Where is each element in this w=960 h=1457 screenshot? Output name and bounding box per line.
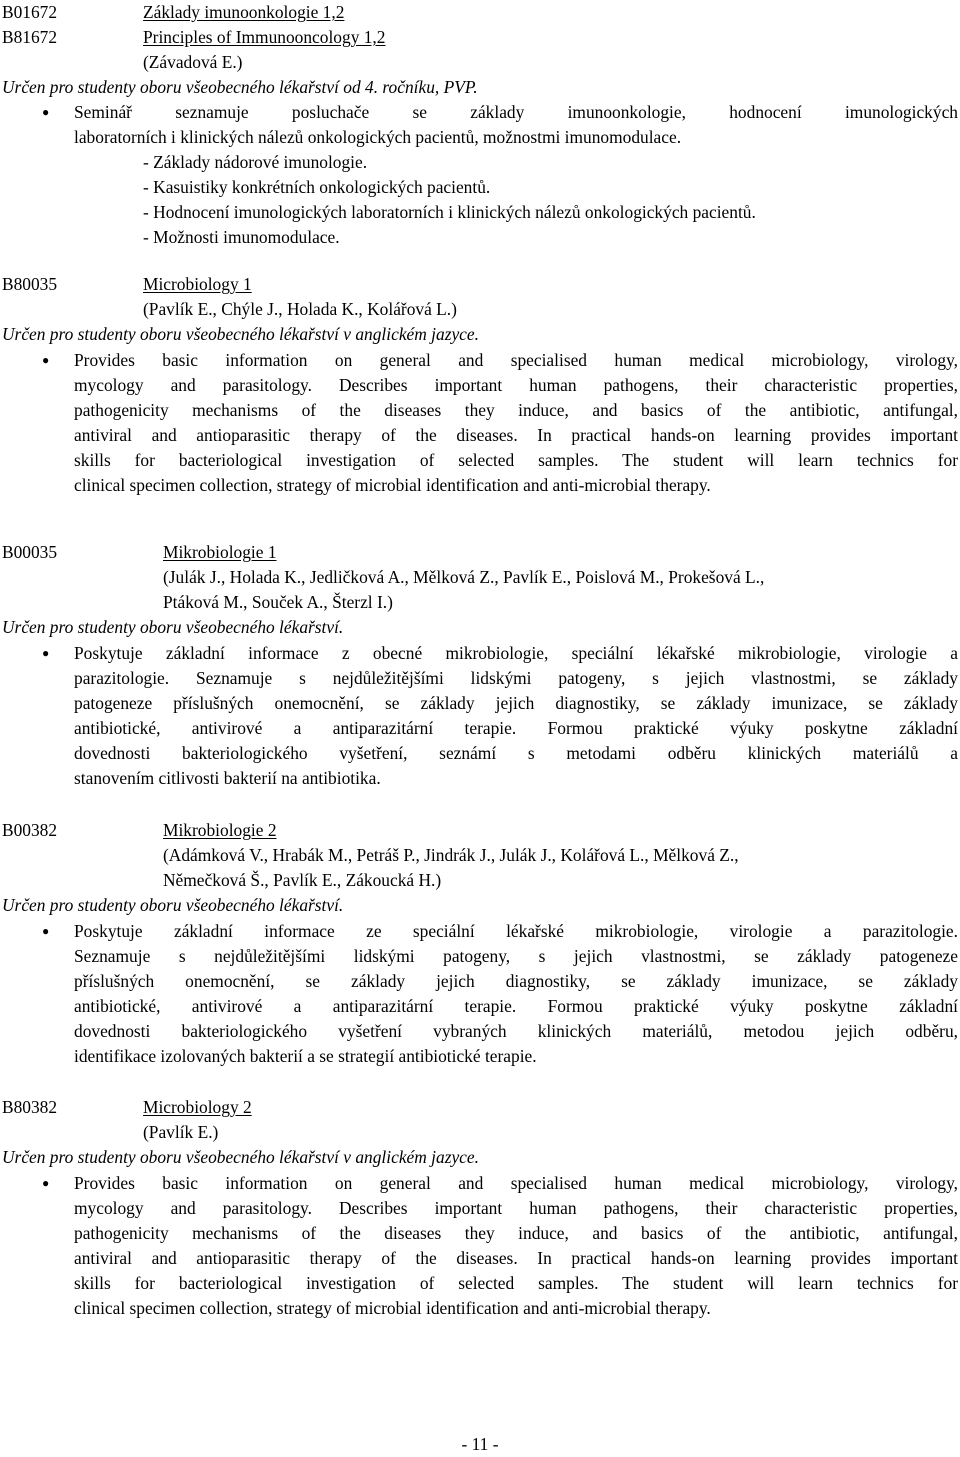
topic-item: - Možnosti imunomodulace.: [143, 227, 340, 247]
course-title: Principles of Immunooncology 1,2: [143, 27, 386, 47]
description-line: identifikace izolovaných bakterií a se strategií antibiotické terapie.: [74, 1046, 537, 1066]
course-title: Mikrobiologie 1: [163, 542, 277, 562]
course-code: B00035: [2, 542, 58, 562]
course-authors: (Julák J., Holada K., Jedličková A., Mělková Z., Pavlík E., Poislová M., Prokešová L.,: [163, 567, 765, 587]
description-line: antiviral and antioparasitic therapy of the diseases. In practical hands-on learning provides important: [74, 425, 958, 445]
description-line: laboratorních i klinických nálezů onkologických pacientů, možnostmi imunomodulace.: [74, 127, 682, 147]
course-audience: Určen pro studenty oboru všeobecného lékařství v anglickém jazyce.: [2, 1147, 479, 1167]
bullet-icon: ●: [42, 646, 50, 660]
description-line: antibiotické, antivirové a antiparazitární terapie. Formou praktické výuky poskytne základní: [74, 996, 958, 1016]
course-authors: (Pavlík E., Chýle J., Holada K., Kolářová L.): [143, 299, 457, 319]
topic-item: - Kasuistiky konkrétních onkologických pacientů.: [143, 177, 491, 197]
page-number: - 11 -: [461, 1434, 499, 1454]
description-line: antiviral and antioparasitic therapy of the diseases. In practical hands-on learning provides important: [74, 1248, 958, 1268]
course-authors: Němečková Š., Pavlík E., Zákoucká H.): [163, 870, 442, 890]
course-title: Základy imunoonkologie 1,2: [143, 2, 345, 22]
course-title-group: [143, 272, 457, 322]
description-line: Poskytuje základní informace z obecné mikrobiologie, speciální lékařské mikrobiologie, virologie a: [74, 643, 958, 663]
course-description: [74, 641, 958, 791]
bullet-icon: ●: [42, 924, 50, 938]
course-authors: Ptáková M., Souček A., Šterzl I.): [163, 592, 393, 612]
bullet-icon: ●: [42, 1176, 50, 1190]
description-line: stanovením citlivosti bakterií na antibiotika.: [74, 768, 381, 788]
description-line: Seminář seznamuje posluchače se základy imunoonkologie, hodnocení imunologických: [74, 102, 958, 122]
course-description: [74, 348, 958, 498]
course-audience: Určen pro studenty oboru všeobecného lékařství.: [2, 617, 344, 637]
course-description: [74, 919, 958, 1069]
description-line: skills for bacteriological investigation of selected samples. The student will learn technics for: [74, 450, 958, 470]
course-authors: (Adámková V., Hrabák M., Petráš P., Jindrák J., Julák J., Kolářová L., Mělková Z.,: [163, 845, 739, 865]
description-line: dovednosti bakteriologického vyšetření vybraných klinických materiálů, metodou jejich odběru,: [74, 1021, 958, 1041]
course-audience: Určen pro studenty oboru všeobecného lékařství.: [2, 895, 344, 915]
description-line: Provides basic information on general and specialised human medical microbiology, virology,: [74, 1173, 958, 1193]
course-code: B01672: [2, 2, 58, 22]
description-line: parazitologie. Seznamuje s nejdůležitějšími lidskými patogeny, s jejich vlastnostmi, se základy: [74, 668, 958, 688]
course-title-group: [163, 818, 739, 893]
description-line: clinical specimen collection, strategy of microbial identification and anti-microbial therapy.: [74, 1298, 711, 1318]
description-line: mycology and parasitology. Describes important human pathogens, their characteristic properties,: [74, 1198, 958, 1218]
description-line: pathogenicity mechanisms of the diseases they induce, and basics of the antibiotic, antifungal,: [74, 1223, 958, 1243]
course-title-group: [163, 540, 764, 615]
course-authors: (Pavlík E.): [143, 1122, 219, 1142]
description-line: skills for bacteriological investigation of selected samples. The student will learn technics for: [74, 1273, 958, 1293]
course-audience: Určen pro studenty oboru všeobecného lékařství v anglickém jazyce.: [2, 324, 479, 344]
course-title-group: [143, 0, 385, 75]
description-line: příslušných onemocnění, se základy jejich diagnostiky, se základy imunizace, se základy: [74, 971, 958, 991]
topic-item: - Hodnocení imunologických laboratorních i klinických nálezů onkologických pacientů.: [143, 202, 756, 222]
course-code-group: [2, 0, 57, 50]
course-code: B80382: [2, 1097, 58, 1117]
course-audience: Určen pro studenty oboru všeobecného lékařství od 4. ročníku, PVP.: [2, 77, 478, 97]
course-code: B00382: [2, 820, 58, 840]
topic-item: - Základy nádorové imunologie.: [143, 152, 368, 172]
course-code: B81672: [2, 27, 58, 47]
description-line: clinical specimen collection, strategy of microbial identification and anti-microbial therapy.: [74, 475, 711, 495]
description-line: patogeneze příslušných onemocnění, se základy jejich diagnostiky, se základy imunizace, se základy: [74, 693, 958, 713]
bullet-icon: ●: [42, 353, 50, 367]
course-title: Microbiology 2: [143, 1097, 252, 1117]
course-authors: (Závadová E.): [143, 52, 243, 72]
description-line: dovednosti bakteriologického vyšetření, seznámí s metodami odběru klinických materiálů a: [74, 743, 958, 763]
course-title: Microbiology 1: [143, 274, 252, 294]
description-line: Seznamuje s nejdůležitějšími lidskými patogeny, s jejich vlastnostmi, se základy patogeneze: [74, 946, 958, 966]
description-line: mycology and parasitology. Describes important human pathogens, their characteristic properties,: [74, 375, 958, 395]
description-line: Poskytuje základní informace ze speciální lékařské mikrobiologie, virologie a parazitologie.: [74, 921, 958, 941]
description-line: pathogenicity mechanisms of the diseases they induce, and basics of the antibiotic, antifungal,: [74, 400, 958, 420]
course-title-group: [143, 1095, 252, 1145]
description-line: Provides basic information on general and specialised human medical microbiology, virology,: [74, 350, 958, 370]
course-description: [74, 1171, 958, 1321]
description-line: antibiotické, antivirové a antiparazitární terapie. Formou praktické výuky poskytne základní: [74, 718, 958, 738]
course-title: Mikrobiologie 2: [163, 820, 277, 840]
course-description: [74, 100, 958, 150]
bullet-icon: ●: [42, 105, 50, 119]
course-code: B80035: [2, 274, 58, 294]
